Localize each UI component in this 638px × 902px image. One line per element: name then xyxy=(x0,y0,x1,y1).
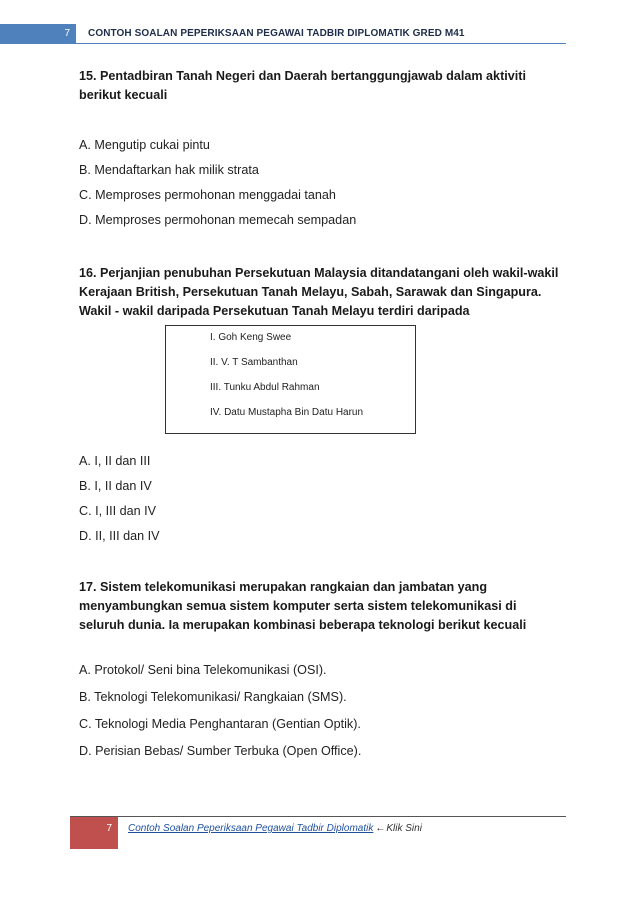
question-16-statement-2: II. V. T Sambanthan xyxy=(210,357,298,368)
footer-link[interactable]: Contoh Soalan Peperiksaan Pegawai Tadbir Diplomatik xyxy=(128,823,374,834)
footer-page-number: 7 xyxy=(70,817,118,849)
page-header xyxy=(0,24,638,44)
footer xyxy=(128,817,422,841)
question-17-option-d: D. Perisian Bebas/ Sumber Terbuka (Open Office). xyxy=(79,744,362,758)
question-17-option-b: B. Teknologi Telekomunikasi/ Rangkaian (SMS). xyxy=(79,690,347,704)
question-15-option-c: C. Memproses permohonan menggadai tanah xyxy=(79,188,336,202)
question-16-option-a: A. I, II dan III xyxy=(79,454,151,468)
footer-click-here[interactable]: Klik Sini xyxy=(386,823,422,834)
question-17-text: 17. Sistem telekomunikasi merupakan rangkaian dan jambatan yang menyambungkan semua sistem komputer serta sistem telekomunikasi di seluruh dunia. Ia merupakan kombinasi beberapa teknologi berikut kecuali xyxy=(79,580,527,632)
question-17-option-c: C. Teknologi Media Penghantaran (Gentian Optik). xyxy=(79,717,361,731)
question-15-option-d: D. Memproses permohonan memecah sempadan xyxy=(79,213,357,227)
header-divider xyxy=(76,43,566,44)
header-page-number: 7 xyxy=(0,24,76,44)
arrow-left-icon: ← xyxy=(375,823,386,834)
question-15-option-a: A. Mengutip cukai pintu xyxy=(79,138,210,152)
question-16-option-b: B. I, II dan IV xyxy=(79,479,152,493)
question-16-text: 16. Perjanjian penubuhan Persekutuan Malaysia ditandatangani oleh wakil-wakil Kerajaan British, Persekutuan Tanah Melayu, Sabah, Sarawak dan Singapura. Wakil - wakil daripada Persekutuan Tanah Melayu terdiri daripada xyxy=(79,266,559,318)
question-16-statement-3: III. Tunku Abdul Rahman xyxy=(210,382,320,393)
question-16-option-d: D. II, III dan IV xyxy=(79,529,160,543)
header-title: CONTOH SOALAN PEPERIKSAAN PEGAWAI TADBIR DIPLOMATIK GRED M41 xyxy=(88,28,465,39)
question-16-statement-1: I. Goh Keng Swee xyxy=(210,332,292,343)
question-16-option-c: C. I, III dan IV xyxy=(79,504,156,518)
question-16-statement-4: IV. Datu Mustapha Bin Datu Harun xyxy=(210,407,364,418)
question-17-option-a: A. Protokol/ Seni bina Telekomunikasi (OSI). xyxy=(79,663,327,677)
question-15-text: 15. Pentadbiran Tanah Negeri dan Daerah bertanggungjawab dalam aktiviti berikut kecuali xyxy=(79,69,526,102)
question-15-option-b: B. Mendaftarkan hak milik strata xyxy=(79,163,259,177)
